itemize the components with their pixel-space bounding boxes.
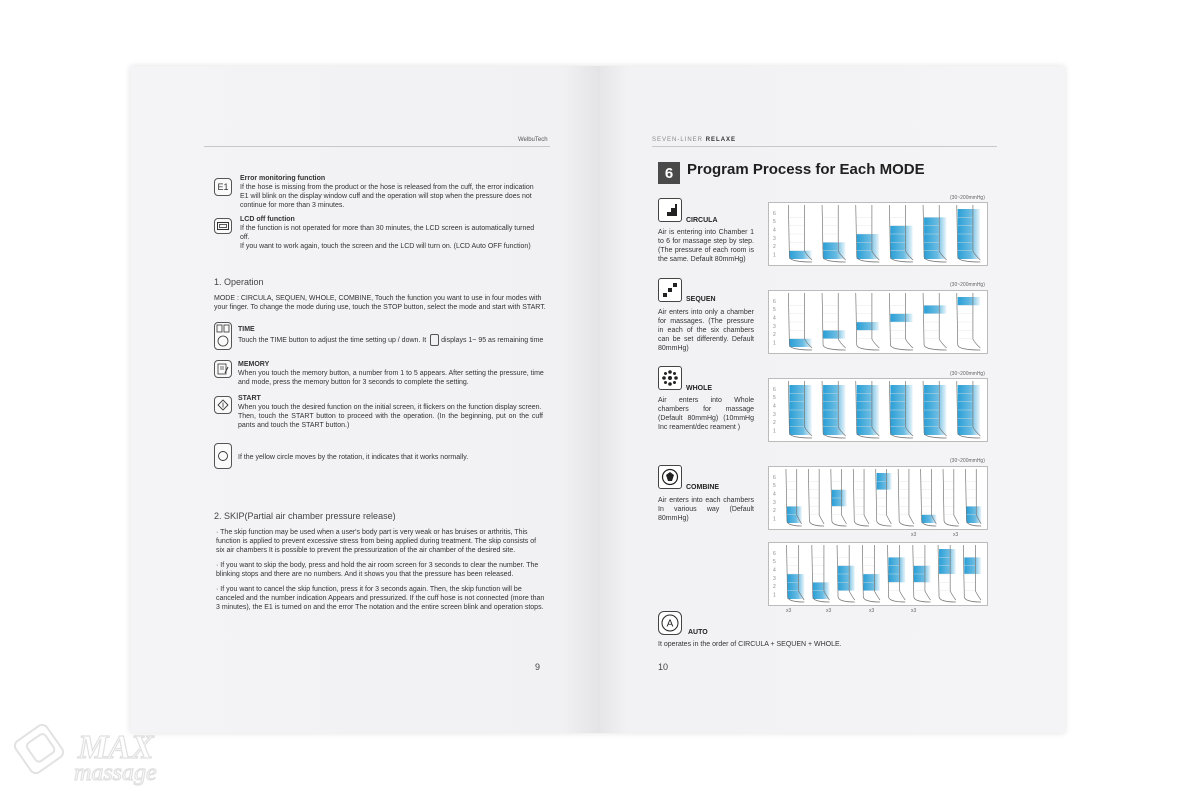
repeat-label: x3: [911, 532, 917, 538]
repeat-label: x3: [869, 608, 875, 614]
error-block: [240, 174, 540, 210]
leg-outline: [808, 469, 824, 526]
e1-icon: E1: [214, 178, 232, 196]
axis-tick: 3: [773, 575, 776, 582]
axis-tick: 1: [773, 340, 776, 347]
lcd-icon: [214, 218, 232, 234]
repeat-label: x3: [786, 608, 792, 614]
mode-name-whole: WHOLE: [686, 385, 713, 392]
mode-desc-auto: It operates in the order of CIRCULA + SEQUEN + WHOLE.: [658, 641, 842, 648]
circle-text: If the yellow circle moves by the rotation, it indicates that it works normally.: [238, 454, 469, 461]
leg-outline: [822, 293, 846, 350]
mode-name-sequen: SEQUEN: [686, 296, 716, 303]
axis-tick: 1: [773, 516, 776, 523]
error-title: Error monitoring function: [240, 175, 326, 182]
chamber-fill: [924, 217, 946, 259]
diagram-combine-1: [768, 466, 988, 530]
time-text-a: Touch the TIME button to adjust the time setting up / down. It: [238, 336, 427, 344]
mode-name-circula: CIRCULA: [686, 217, 718, 224]
axis-tick: 6: [773, 386, 776, 393]
range-label-circula: (30~200mmHg): [950, 195, 985, 201]
skip-bullet-1: · The skip function may be used when a user's body part is very weak or has bruises or arthritis, This function is applied to prevent excessive stress from being applied during treatment. The skip consists of six air chambers It is possible to prevent the pressurization of the air chamber of the desired site.: [216, 528, 546, 555]
time-icon: [214, 322, 232, 350]
axis-tick: 1: [773, 252, 776, 259]
svg-text:A: A: [666, 618, 674, 630]
chamber-fill: [823, 330, 845, 338]
diagram-combine-2: [768, 542, 988, 606]
svg-text:massage: massage: [74, 760, 157, 786]
start-icon: [214, 396, 232, 414]
axis-tick: 2: [773, 420, 776, 427]
chamber-fill: [958, 297, 980, 305]
axis-tick: 4: [773, 491, 776, 498]
chamber-fill: [922, 515, 937, 523]
max-massage-watermark: [8, 718, 188, 788]
chamber-fill: [857, 234, 879, 259]
mode-desc-whole: Air enters into Whole chambers for massage (Default 80mmHg) (10mmHg Inc reament/dec reament ): [658, 397, 754, 431]
auto-icon: [658, 611, 682, 635]
header-rule: [204, 146, 550, 147]
chamber-fill: [789, 251, 811, 259]
booklet: [130, 66, 1065, 733]
header-rule-right: [652, 146, 997, 147]
lcd-text-1: If the function is not operated for more than 30 minutes, the LCD screen is automatically turned off.: [240, 225, 535, 241]
axis-tick: 5: [773, 559, 776, 566]
chamber-fill: [889, 557, 906, 582]
leg-outline: [943, 469, 959, 526]
right-page: [600, 66, 1065, 733]
chamber-fill: [939, 549, 956, 574]
memory-block: [238, 360, 548, 387]
error-text: If the hose is missing from the product or the hose is released from the cuff, the error indication E1 will blink on the display window cuff and the operation will stop when the pressure does not continue for more than 3 minutes.: [240, 184, 534, 209]
skip-title: 2. SKIP(Partial air chamber pressure release): [214, 511, 396, 521]
axis-tick: 3: [773, 323, 776, 330]
axis-tick: 5: [773, 307, 776, 314]
start-block: [238, 394, 543, 430]
combine-icon: [658, 465, 682, 489]
operation-intro: MODE : CIRCULA, SEQUEN, WHOLE, COMBINE, Touch the function you want to use in four modes with your finger. To change the mode during use, touch the STOP button, select the mode and start with START.: [214, 295, 546, 311]
diagram-sequen: [768, 290, 988, 354]
axis-tick: 2: [773, 584, 776, 591]
rotation-circle-icon: [214, 443, 232, 469]
leg-outline: [856, 293, 880, 350]
range-label-sequen: (30~200mmHg): [950, 282, 985, 288]
time-title: TIME: [238, 326, 255, 333]
axis-tick: 4: [773, 227, 776, 234]
start-text: When you touch the desired function on the initial screen, it flickers on the function display screen.: [238, 404, 542, 411]
page-number-right: 10: [658, 662, 669, 672]
diagram-circula: [768, 202, 988, 266]
memory-icon: [214, 360, 232, 378]
chamber-fill: [789, 339, 811, 347]
memory-title: MEMORY: [238, 361, 270, 368]
chamber-fill: [838, 566, 855, 591]
repeat-label: x3: [953, 532, 959, 538]
operation-title: 1. Operation: [214, 277, 264, 287]
mode-name-combine: COMBINE: [686, 484, 720, 491]
time-inline-icon: [430, 334, 439, 346]
axis-tick: 6: [773, 298, 776, 305]
repeat-label: x3: [826, 608, 832, 614]
mode-desc-sequen: Air enters into only a chamber for massages. (The pressure in each of the six chambers can be set differently. Default 80mmHg): [658, 309, 754, 352]
axis-tick: 3: [773, 235, 776, 242]
brand-a: SEVEN-LINER: [652, 137, 704, 143]
leg-outline: [898, 469, 914, 526]
whole-icon: [658, 366, 682, 390]
axis-tick: 5: [773, 483, 776, 490]
brand-b: RELAXE: [705, 137, 737, 143]
leg-outline: [862, 545, 880, 602]
memory-text: When you touch the memory button, a number from 1 to 5 appears. After setting the pressure, time and mode, press the memory button for 3 seconds to complete the setting.: [238, 370, 544, 386]
skip-bullet-3: · If you want to cancel the skip function, press it for 3 seconds again. Then, the skip function will be canceled and the number indication Appears and pressurized. If the cuff hose is not connected (more than 3 minutes), the E1 is turned on and the error The notation and the entire screen blink and operation stops.: [216, 585, 546, 612]
range-label-combine: (30~200mmHg): [950, 458, 985, 464]
svg-text:MAX: MAX: [78, 729, 154, 766]
header-brand: WelbuTech: [518, 137, 548, 143]
circula-icon: [658, 198, 682, 222]
axis-tick: 5: [773, 219, 776, 226]
mode-name-auto: AUTO: [688, 629, 708, 636]
axis-tick: 2: [773, 508, 776, 515]
time-text-b: displays 1~ 95 as remaining time: [441, 336, 544, 344]
axis-tick: 5: [773, 395, 776, 402]
chamber-fill: [924, 305, 946, 313]
axis-tick: 4: [773, 403, 776, 410]
repeat-label: x3: [911, 608, 917, 614]
chamber-fill: [857, 322, 879, 330]
axis-tick: 1: [773, 428, 776, 435]
diagram-whole: [768, 378, 988, 442]
lcd-title: LCD off function: [240, 216, 295, 223]
axis-tick: 4: [773, 315, 776, 322]
axis-tick: 6: [773, 474, 776, 481]
leg-outline: [923, 293, 947, 350]
lcd-text-2: If you want to work again, touch the screen and the LCD will turn on. (LCD Auto OFF function): [240, 243, 531, 250]
mode-desc-circula: Air is entering into Chamber 1 to 6 for massage step by step. (The pressure of each room is the same. Default 80mmHg): [658, 229, 754, 263]
axis-tick: 2: [773, 332, 776, 339]
axis-tick: 4: [773, 567, 776, 574]
axis-tick: 6: [773, 210, 776, 217]
axis-tick: 3: [773, 499, 776, 506]
axis-tick: 3: [773, 411, 776, 418]
axis-tick: 2: [773, 244, 776, 251]
lcd-block: [240, 215, 540, 251]
sequen-icon: [658, 278, 682, 302]
range-label-whole: (30~200mmHg): [950, 371, 985, 377]
start-text-2: Then, touch the START button to proceed with the operation. (In the beginning, put on the cuff pants and touch the START button.): [238, 413, 543, 429]
skip-bullet-2: · If you want to skip the body, press and hold the air room screen for 3 seconds to clear the number. The blinking stops and there are no numbers. And it shows you that the pressure has been released.: [216, 561, 546, 579]
axis-tick: 1: [773, 592, 776, 599]
leg-outline: [853, 469, 869, 526]
time-block: [238, 325, 548, 346]
section-number: 6: [658, 162, 680, 184]
chamber-fill: [788, 574, 805, 599]
page-number-left: 9: [535, 662, 541, 672]
start-title: START: [238, 395, 261, 402]
chamber-fill: [890, 314, 912, 322]
mode-desc-combine: Air enters into each chambers In various way (Default 80mmHg): [658, 497, 754, 522]
left-page: [130, 66, 600, 733]
axis-tick: 6: [773, 550, 776, 557]
section-title: Program Process for Each MODE: [687, 161, 925, 178]
header-brand-right: [652, 137, 736, 143]
